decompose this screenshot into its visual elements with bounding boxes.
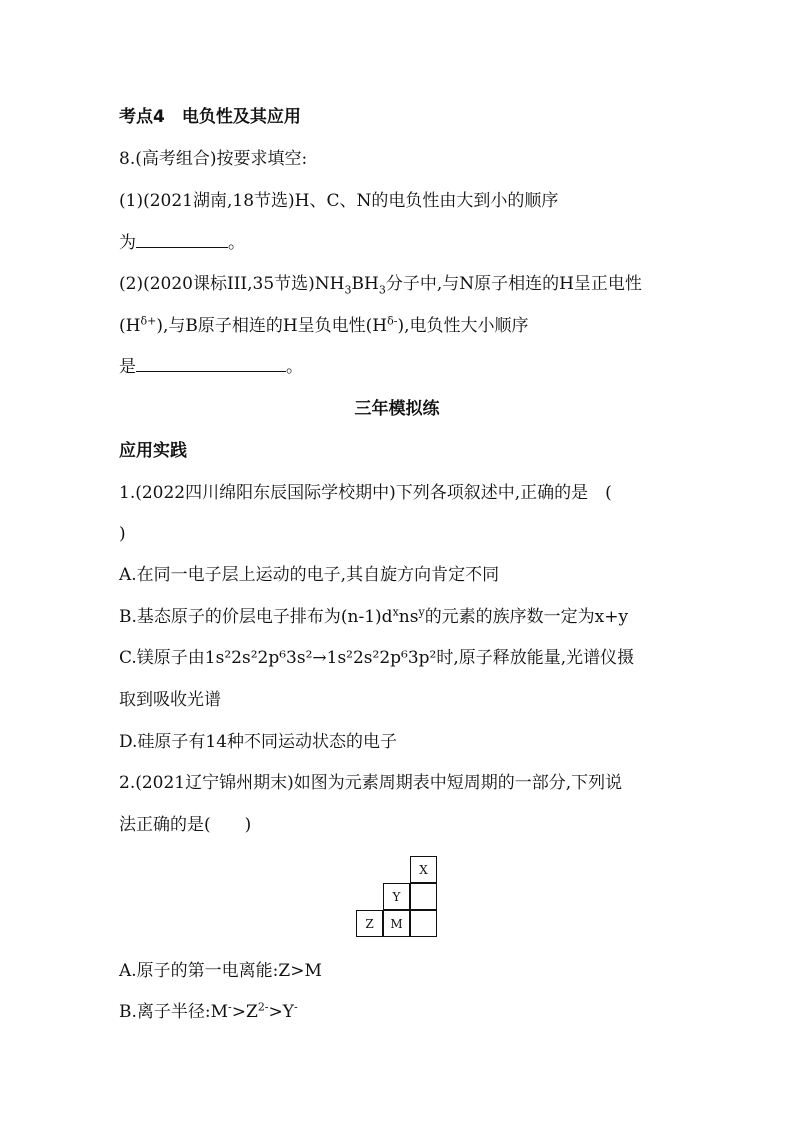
q2-stem-line1: 2.(2021辽宁锦州期末)如图为元素周期表中短周期的一部分,下列说 bbox=[119, 773, 623, 793]
q8-part1-line1: (1)(2021湖南,18节选)H、C、N的电负性由大到小的顺序 bbox=[119, 191, 559, 211]
cell-m: M bbox=[383, 910, 410, 937]
q8-part1-line2 bbox=[119, 232, 245, 254]
superscript: - bbox=[228, 1000, 232, 1014]
text-segment: 的元素的族序数一定为x+y bbox=[424, 607, 629, 627]
text-segment: ),电负性大小顺序 bbox=[397, 316, 529, 336]
answer-blank-1[interactable] bbox=[136, 233, 228, 248]
q8-part2-line3 bbox=[119, 356, 303, 378]
text-segment: 是 bbox=[119, 357, 136, 377]
q8-part2-line1 bbox=[119, 273, 642, 295]
text-segment: 。 bbox=[286, 357, 303, 377]
superscript: 2- bbox=[257, 1000, 269, 1014]
q1-option-d: D.硅原子有14种不同运动状态的电子 bbox=[119, 732, 398, 752]
q1-option-b bbox=[119, 606, 628, 628]
q1-stem: 1.(2022四川绵阳东辰国际学校期中)下列各项叙述中,正确的是 ( bbox=[119, 483, 612, 503]
superscript: δ+ bbox=[140, 314, 157, 328]
q2-stem-line2: 法正确的是( ) bbox=[119, 815, 252, 835]
text-segment: >Y bbox=[268, 1002, 294, 1022]
superscript: y bbox=[418, 605, 425, 619]
subscript: 3 bbox=[378, 283, 386, 297]
periodic-table-fragment bbox=[355, 856, 437, 938]
q1-option-a: A.在同一电子层上运动的电子,其自旋方向肯定不同 bbox=[119, 565, 500, 585]
q8-part2-line2 bbox=[119, 315, 529, 337]
q8-part1-suffix: 。 bbox=[228, 233, 245, 253]
superscript: - bbox=[294, 1000, 298, 1014]
q8-stem: 8.(高考组合)按要求填空: bbox=[119, 149, 308, 169]
text-segment: 分子中,与N原子相连的H呈正电性 bbox=[385, 274, 642, 294]
q1-option-c-line1: C.镁原子由1s²2s²2p⁶3s²→1s²2s²2p⁶3p²时,原子释放能量,光谱仪摄 bbox=[119, 648, 635, 668]
practice-subtitle: 应用实践 bbox=[119, 441, 187, 461]
text-segment: ns bbox=[398, 607, 419, 627]
q1-option-c-line2: 取到吸收光谱 bbox=[119, 690, 221, 710]
q2-option-b bbox=[119, 1001, 298, 1023]
superscript: x bbox=[392, 605, 399, 619]
cell-y: Y bbox=[383, 883, 410, 910]
q2-option-a: A.原子的第一电离能:Z>M bbox=[119, 961, 322, 981]
text-segment: (H bbox=[119, 316, 141, 336]
text-segment: ),与B原子相连的H呈负电性(H bbox=[156, 316, 388, 336]
superscript: δ- bbox=[387, 314, 398, 328]
answer-blank-2[interactable] bbox=[136, 357, 286, 372]
cell-x: X bbox=[410, 856, 437, 883]
q1-stem-end: ) bbox=[119, 524, 126, 544]
section-title: 考点4 电负性及其应用 bbox=[119, 107, 301, 127]
subscript: 3 bbox=[344, 283, 352, 297]
cell-z: Z bbox=[356, 910, 383, 937]
practice-title: 三年模拟练 bbox=[354, 399, 440, 419]
text-segment: B.离子半径:M bbox=[119, 1002, 229, 1022]
q8-part1-prefix: 为 bbox=[119, 233, 136, 253]
text-segment: (2)(2020课标III,35节选)NH bbox=[119, 274, 345, 294]
cell-empty bbox=[410, 883, 437, 910]
cell-empty bbox=[410, 910, 437, 937]
text-segment: BH bbox=[351, 274, 379, 294]
text-segment: B.基态原子的价层电子排布为(n-1)d bbox=[119, 607, 393, 627]
text-segment: >Z bbox=[231, 1002, 258, 1022]
